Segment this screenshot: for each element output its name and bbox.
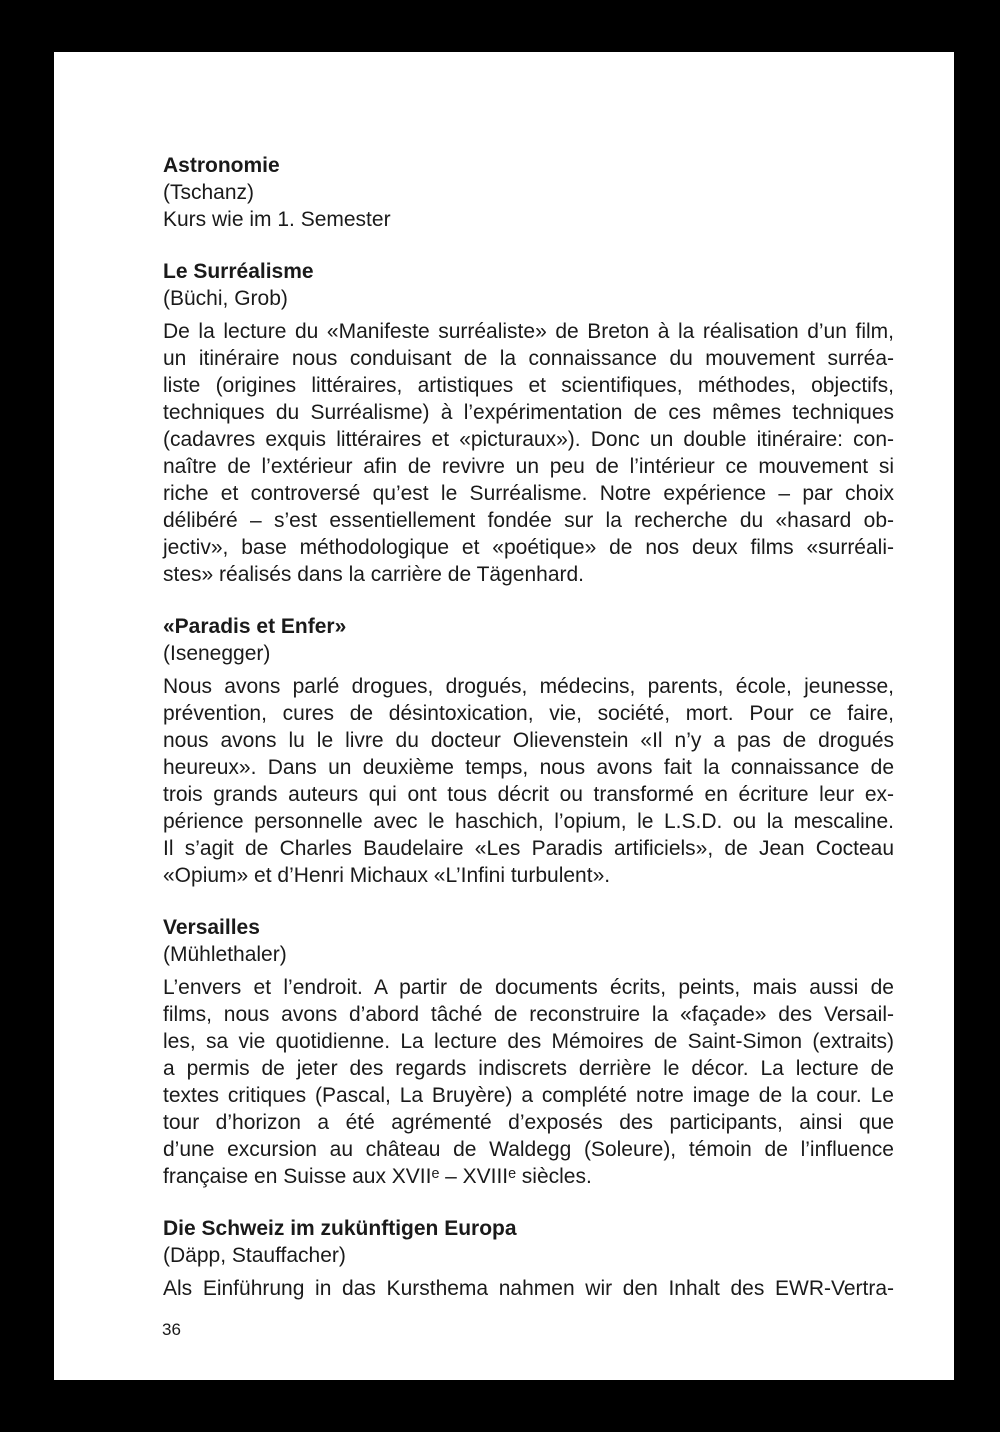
body-line: nous avons lu le livre du docteur Olievenstein «Il n’y a pas de drogués (163, 729, 894, 752)
body-line: périence personnelle avec le haschich, l’opium, le L.S.D. ou la mescaline. (163, 810, 894, 833)
body-line: jectiv», base méthodologique et «poétique» de nos deux films «surréali- (163, 536, 894, 559)
body-line: Als Einführung in das Kursthema nahmen wir den Inhalt des EWR-Vertra- (163, 1277, 894, 1300)
body-line: d’une excursion au château de Waldegg (Soleure), témoin de l’influence (163, 1138, 894, 1161)
body-line: française en Suisse aux XVIIᵉ – XVIIIᵉ siècles. (163, 1165, 592, 1188)
section-authors: (Isenegger) (163, 642, 271, 665)
body-line: Nous avons parlé drogues, drogués, médecins, parents, école, jeunesse, (163, 675, 894, 698)
body-line: délibéré – s’est essentiellement fondée sur la recherche du «hasard ob- (163, 509, 894, 532)
body-line: stes» réalisés dans la carrière de Tägenhard. (163, 563, 585, 586)
body-line: prévention, cures de désintoxication, vie, société, mort. Pour ce faire, (163, 702, 894, 725)
body-line: heureux». Dans un deuxième temps, nous avons fait la connaissance de (163, 756, 894, 779)
body-line: naître de l’extérieur afin de revivre un peu de l’intérieur ce mouvement si (163, 455, 894, 478)
body-line: Il s’agit de Charles Baudelaire «Les Paradis artificiels», de Jean Cocteau (163, 837, 894, 860)
section-authors: (Däpp, Stauffacher) (163, 1244, 346, 1267)
body-line: trois grands auteurs qui ont tous décrit ou transformé en écriture leur ex- (163, 783, 894, 806)
body-line: a permis de jeter des regards indiscrets derrière le décor. La lecture de (163, 1057, 894, 1080)
section-authors: (Mühlethaler) (163, 943, 287, 966)
section-title: Astronomie (163, 154, 280, 177)
section-paradis-et-enfer (163, 613, 894, 889)
body-line: (cadavres exquis littéraires et «picturaux»). Donc un double itinéraire: con- (163, 428, 894, 451)
body-line: textes critiques (Pascal, La Bruyère) a complété notre image de la cour. Le (163, 1084, 894, 1107)
body-line: L’envers et l’endroit. A partir de documents écrits, peints, mais aussi de (163, 976, 894, 999)
page-number: 36 (162, 1320, 181, 1339)
section-body (163, 1275, 894, 1302)
body-line: un itinéraire nous conduisant de la connaissance du mouvement surréa- (163, 347, 894, 370)
section-authors: (Tschanz) (163, 181, 255, 204)
section-die-schweiz (163, 1215, 894, 1302)
section-title: Le Surréalisme (163, 260, 314, 283)
section-body (163, 673, 894, 889)
body-line: techniques du Surréalisme) à l’expérimentation de ces mêmes techniques (163, 401, 894, 424)
body-line: «Opium» et d’Henri Michaux «L’Infini turbulent». (163, 864, 611, 887)
section-title: «Paradis et Enfer» (163, 615, 347, 638)
body-line: riche et controversé qu’est le Surréalisme. Notre expérience – par choix (163, 482, 894, 505)
body-line: les, sa vie quotidienne. La lecture des Mémoires de Saint-Simon (extraits) (163, 1030, 894, 1053)
section-title: Versailles (163, 916, 260, 939)
body-line: tour d’horizon a été agrémenté d’exposés des participants, ainsi que (163, 1111, 894, 1134)
section-body (163, 974, 894, 1190)
section-body (163, 318, 894, 588)
section-astronomie (163, 152, 894, 233)
section-title: Die Schweiz im zukünftigen Europa (163, 1217, 517, 1240)
body-line: films, nous avons d’abord tâché de reconstruire la «façade» des Versail- (163, 1003, 894, 1026)
body-line: liste (origines littéraires, artistiques et scientifiques, méthodes, objectifs, (163, 374, 894, 397)
section-note: Kurs wie im 1. Semester (163, 208, 391, 231)
section-authors: (Büchi, Grob) (163, 287, 288, 310)
body-line: De la lecture du «Manifeste surréaliste» de Breton à la réalisation d’un film, (163, 320, 894, 343)
document-page (54, 52, 954, 1380)
section-surrealisme (163, 258, 894, 588)
page-content (163, 152, 894, 1327)
section-versailles (163, 914, 894, 1190)
